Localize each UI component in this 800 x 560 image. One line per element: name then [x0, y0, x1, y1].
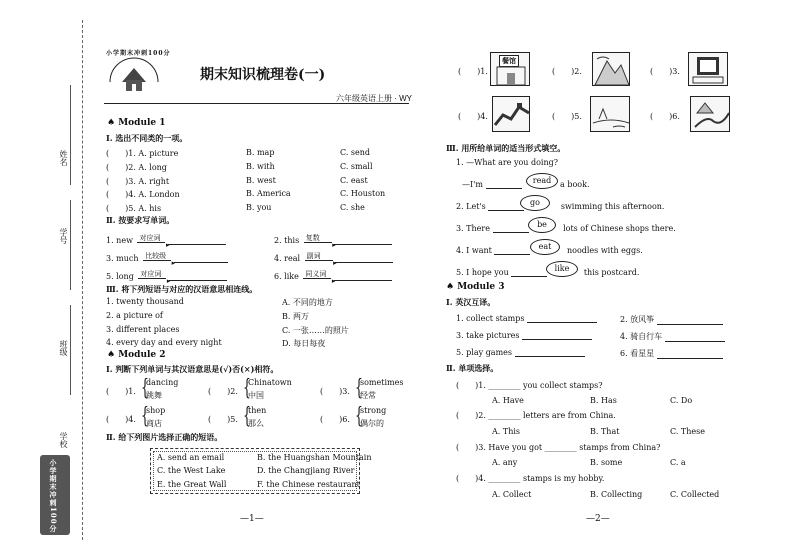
fill-post: this postcard.	[583, 268, 640, 277]
class-label: 班级	[59, 340, 68, 356]
logo-text: 小学期末冲刺100分	[106, 50, 171, 57]
trans-blank[interactable]	[515, 348, 585, 357]
name-label: 姓名	[59, 150, 68, 166]
word-hint: 复数	[305, 234, 320, 242]
student-no-label: 学号	[59, 228, 68, 244]
mc-q3: ( )3. Have you got ________ stamps from China?	[456, 443, 661, 452]
fill-q1: 1. —What are you doing?	[456, 158, 559, 167]
judge-num: ( )6.	[320, 415, 350, 424]
fill-pre: 5. I hope you	[456, 268, 509, 277]
word-cloud-eat: eat	[530, 239, 560, 255]
great-wall-picture	[492, 96, 530, 132]
binding-sidebar	[0, 0, 86, 560]
word-q: 5. long	[106, 272, 134, 281]
m1-s1-q5: ( )5. A. his	[106, 204, 162, 213]
fill-post: swimming this afternoon.	[560, 202, 665, 211]
m2-section1-title: Ⅰ. 判断下列单词与其汉语意思是(√)否(×)相符。	[106, 364, 279, 374]
mc-q4-b: B. Collecting	[590, 490, 643, 499]
fill-blank[interactable]	[488, 202, 524, 211]
pic-q6: ( )6.	[650, 112, 680, 121]
word-hint: 副词	[306, 252, 321, 260]
mc-q4-a: A. Collect	[492, 490, 532, 499]
restaurant-icon	[491, 53, 531, 87]
word-item-3	[106, 252, 228, 267]
judge-zh: 经常	[360, 391, 376, 400]
m3-section1-title: Ⅰ. 英汉互译。	[446, 297, 496, 307]
module3-title: ♠ Module 3	[446, 282, 505, 292]
word-cloud-go: go	[520, 195, 550, 211]
page-title: 期末知识梳理卷(一)	[200, 67, 326, 83]
answer-blank[interactable]	[168, 236, 226, 245]
trans-3	[456, 331, 592, 340]
trans-5	[456, 348, 585, 357]
match-right-4: D. 每日每夜	[282, 339, 326, 348]
word-q: 3. much	[106, 254, 139, 263]
lake-picture	[590, 96, 630, 132]
pic-q4: ( )4.	[458, 112, 488, 121]
mc-q2-a: A. This	[492, 427, 521, 436]
mc-q1-a: A. Have	[492, 396, 524, 405]
m1-s1-q3-c: C. east	[340, 176, 368, 185]
pic-q5: ( )5.	[552, 112, 582, 121]
judge-zh: 跳舞	[146, 391, 162, 400]
m1-section3-title: Ⅲ. 将下列短语与对应的汉语意思相连线。	[106, 284, 258, 294]
module1-title: ♠ Module 1	[107, 118, 166, 128]
brace-icon: {	[355, 404, 363, 429]
judge-zh: 偶尔的	[360, 419, 384, 428]
trans-q: 4. 骑自行车	[620, 332, 663, 341]
fill-blank[interactable]	[511, 268, 547, 277]
arrow-icon: ▸	[171, 259, 176, 267]
trans-blank[interactable]	[665, 333, 725, 342]
m1-s1-q2: ( )2. A. long	[106, 163, 167, 172]
judge-en: Chinatown	[248, 378, 292, 387]
restaurant-sign: 餐馆	[499, 55, 519, 67]
phrase-c: C. the West Lake	[157, 466, 226, 475]
fill-post: lots of Chinese shops there.	[563, 224, 676, 233]
word-hint: 同义词	[305, 270, 327, 278]
module3-label: Module 3	[457, 282, 505, 292]
judge-zh: 那么	[248, 419, 264, 428]
module2-label: Module 2	[118, 350, 166, 360]
mountain-icon	[593, 53, 631, 87]
fill-post: a book.	[560, 180, 590, 189]
arrow-icon: ▸	[331, 277, 336, 285]
trans-q: 6. 看星星	[620, 349, 655, 358]
mc-q4-c: C. Collected	[670, 490, 720, 499]
judge-num: ( )1.	[106, 387, 136, 396]
judge-zh: 商店	[146, 419, 162, 428]
m1-s1-q1-c: C. send	[340, 148, 371, 157]
judge-num: ( )5.	[208, 415, 238, 424]
mc-q1: ( )1. ________ you collect stamps?	[456, 381, 603, 390]
judge-num: ( )3.	[320, 387, 350, 396]
sidebar-dashed-line	[82, 20, 83, 540]
m2-section2-title: Ⅱ. 给下列图片选择正确的短语。	[106, 432, 223, 442]
sidebar-line-2	[70, 200, 71, 290]
phrase-box	[150, 448, 372, 494]
m1-s1-q4-b: B. America	[246, 189, 291, 198]
match-right-3: C. 一张……的照片	[282, 326, 349, 335]
brace-icon: {	[243, 376, 251, 401]
word-q: 6. like	[274, 272, 299, 281]
answer-blank[interactable]	[334, 236, 392, 245]
m1-s1-q5-c: C. she	[340, 203, 365, 212]
brace-icon: {	[141, 376, 149, 401]
page-number-1: —1—	[240, 514, 264, 524]
fill-post: noodles with eggs.	[566, 246, 643, 255]
mc-q4: ( )4. ________ stamps is my hobby.	[456, 474, 605, 483]
river-icon	[691, 97, 731, 133]
word-hint: 对应词	[139, 234, 161, 242]
house-logo-icon	[104, 52, 164, 94]
m1-s1-q1-b: B. map	[246, 148, 275, 157]
mc-q2-b: B. That	[590, 427, 620, 436]
fill-blank[interactable]	[486, 180, 522, 189]
fill-blank[interactable]	[493, 224, 529, 233]
trans-q: 2. 放风筝	[620, 315, 655, 324]
match-left-3: 3. different places	[106, 325, 180, 334]
pic-q2: ( )2.	[552, 67, 582, 76]
module1-label: Module 1	[118, 118, 166, 128]
arrow-icon: ▸	[332, 241, 336, 249]
trans-q: 1. collect stamps	[456, 314, 525, 323]
answer-blank[interactable]	[334, 272, 392, 281]
word-cloud-be: be	[528, 217, 556, 233]
mc-q1-c: C. Do	[670, 396, 693, 405]
word-item-4	[274, 252, 393, 267]
phrase-d: D. the Changjiang River	[257, 466, 355, 475]
m3-section2-title: Ⅱ. 单项选择。	[446, 363, 499, 373]
word-hint: 对应词	[140, 270, 162, 278]
m1-section2-title: Ⅱ. 按要求写单词。	[106, 215, 175, 225]
arrow-icon: ▸	[333, 259, 337, 267]
mc-q3-a: A. any	[492, 458, 518, 467]
word-cloud-like: like	[546, 261, 578, 277]
computer-picture	[688, 52, 728, 86]
great-wall-icon	[493, 97, 531, 133]
pic-q1: ( )1.	[458, 67, 488, 76]
answer-blank[interactable]	[169, 272, 227, 281]
computer-icon	[689, 53, 729, 87]
m1-s1-q1: ( )1. A. picture	[106, 149, 179, 158]
page-subtitle: 六年级英语上册 · WY	[336, 94, 412, 103]
mc-q3-c: C. a	[670, 458, 686, 467]
pic-q3: ( )3.	[650, 67, 680, 76]
m1-s1-q4: ( )4. A. London	[106, 190, 180, 199]
match-left-2: 2. a picture of	[106, 311, 163, 320]
trans-1	[456, 314, 597, 323]
judge-num: ( )4.	[106, 415, 136, 424]
m1-s1-q4-c: C. Houston	[340, 189, 386, 198]
answer-blank[interactable]	[174, 254, 228, 263]
arrow-icon: ▸	[166, 277, 171, 285]
judge-zh: 中国	[248, 391, 264, 400]
brace-icon: {	[355, 376, 363, 401]
phrase-e: E. the Great Wall	[157, 480, 227, 489]
sidebar-line-1	[70, 85, 71, 185]
match-left-1: 1. twenty thousand	[106, 297, 184, 306]
fill-row-4	[456, 224, 676, 233]
trans-q: 3. take pictures	[456, 331, 520, 340]
mountain-picture	[592, 52, 630, 86]
word-item-5	[106, 270, 227, 285]
word-hint: 比较级	[145, 252, 167, 260]
word-cloud-read: read	[526, 173, 558, 189]
word-q: 2. this	[274, 236, 300, 245]
judge-en: then	[248, 406, 267, 415]
trans-blank[interactable]	[657, 316, 723, 325]
fill-pre: 4. I want	[456, 246, 492, 255]
judge-num: ( )2.	[208, 387, 238, 396]
fill-pre: 2. Let's	[456, 202, 486, 211]
m1-s1-q3: ( )3. A. right	[106, 177, 170, 186]
word-item-1	[106, 234, 226, 249]
restaurant-picture	[490, 52, 530, 86]
page-number-2: —2—	[586, 514, 610, 524]
trans-blank[interactable]	[527, 314, 597, 323]
logo-badge	[104, 50, 171, 92]
r-section3-title: Ⅲ. 用所给单词的适当形式填空。	[446, 143, 566, 153]
fill-row-3	[456, 202, 664, 211]
word-q: 1. new	[106, 236, 133, 245]
sidebar-brand	[40, 455, 70, 535]
river-picture	[690, 96, 730, 132]
judge-en: strong	[360, 406, 387, 415]
trans-2	[620, 314, 723, 325]
match-left-4: 4. every day and every night	[106, 338, 222, 347]
match-right-2: B. 两万	[282, 312, 309, 321]
mc-q1-b: B. Has	[590, 396, 617, 405]
phrase-a: A. send an email	[157, 453, 225, 462]
word-q: 4. real	[274, 254, 301, 263]
sidebar-brand-text: 小学期末冲刺100分	[49, 459, 58, 533]
mc-q3-b: B. some	[590, 458, 623, 467]
fill-pre: 3. There	[456, 224, 490, 233]
trans-blank[interactable]	[522, 331, 592, 340]
word-item-2	[274, 234, 392, 249]
fill-blank[interactable]	[494, 246, 530, 255]
phrase-b: B. the Huangshan Mountain	[257, 453, 372, 462]
mc-q2-c: C. These	[670, 427, 705, 436]
m1-s1-q2-b: B. with	[246, 162, 275, 171]
m1-s1-q2-c: C. small	[340, 162, 373, 171]
trans-6	[620, 348, 723, 359]
brace-icon: {	[141, 404, 149, 429]
word-item-6	[274, 270, 392, 285]
judge-en: shop	[146, 406, 166, 415]
module2-title: ♠ Module 2	[107, 350, 166, 360]
phrase-f: F. the Chinese restaurant	[257, 480, 360, 489]
m1-s1-q3-b: B. west	[246, 176, 276, 185]
judge-en: sometimes	[360, 378, 404, 387]
school-label: 学校	[59, 432, 68, 448]
answer-blank[interactable]	[335, 254, 393, 263]
mc-q2: ( )2. ________ letters are from China.	[456, 411, 616, 420]
judge-en: dancing	[146, 378, 179, 387]
lake-icon	[591, 97, 631, 133]
trans-4	[620, 331, 725, 342]
sidebar-line-3	[70, 305, 71, 395]
fill-pre: —I'm	[462, 180, 483, 189]
arrow-icon: ▸	[165, 241, 170, 249]
brace-icon: {	[243, 404, 251, 429]
m1-s1-q5-b: B. you	[246, 203, 272, 212]
m1-section1-title: Ⅰ. 选出不同类的一项。	[106, 133, 188, 143]
trans-blank[interactable]	[657, 350, 723, 359]
match-right-1: A. 不同的地方	[282, 298, 333, 307]
trans-q: 5. play games	[456, 348, 513, 357]
